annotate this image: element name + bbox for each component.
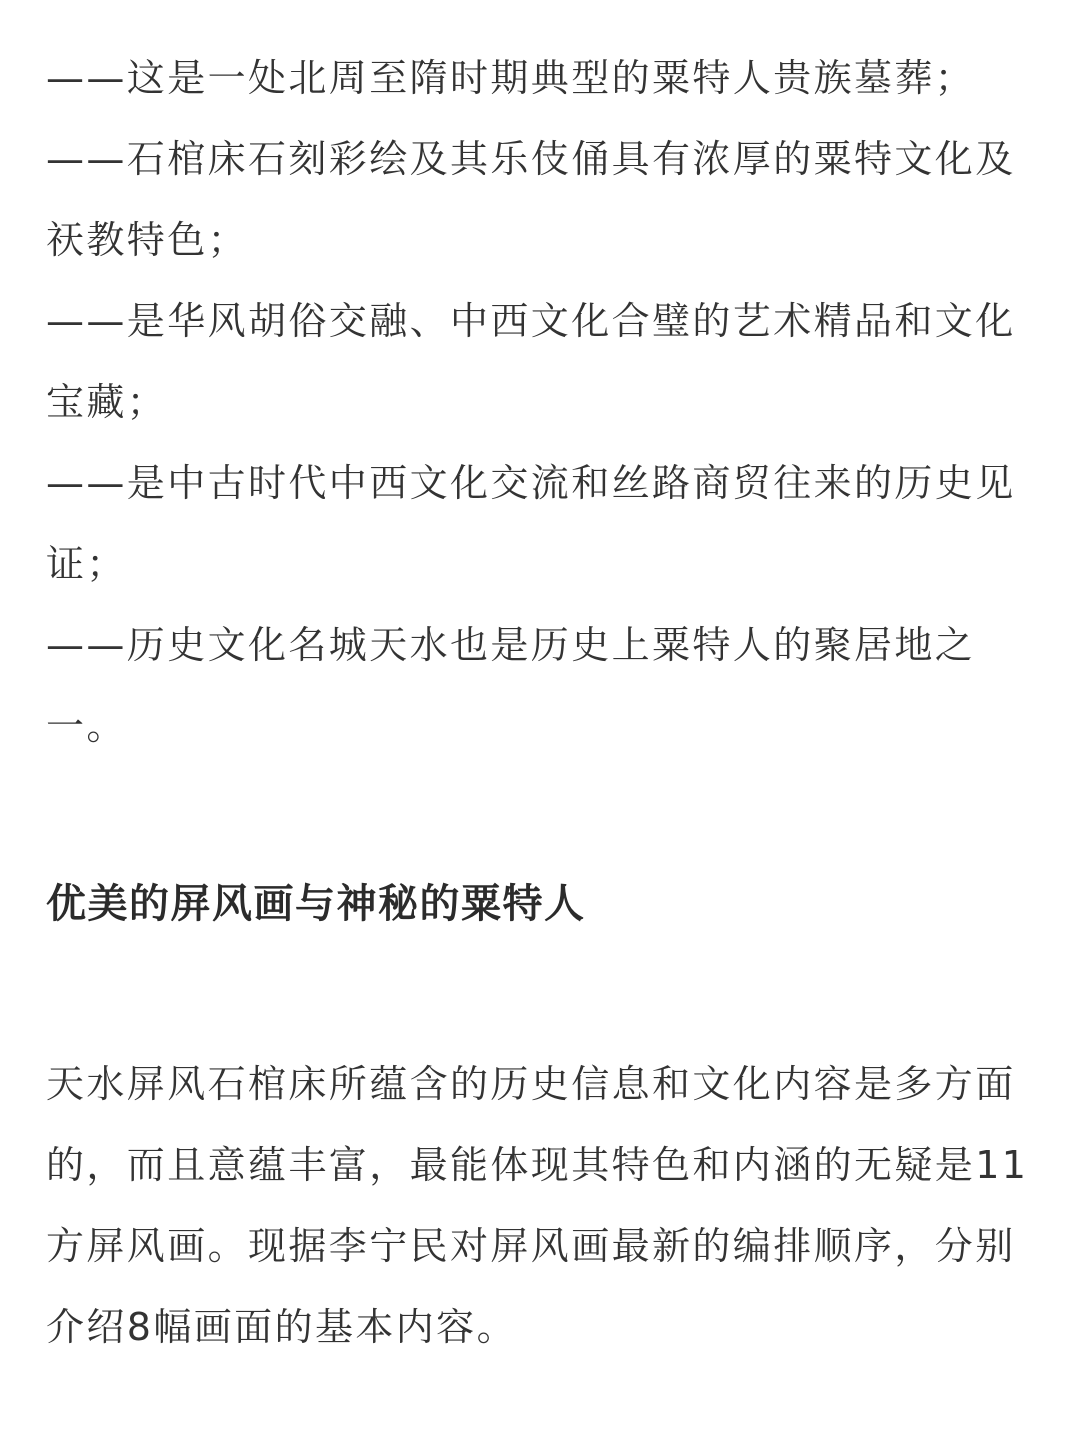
bullet-item: ——历史文化名城天水也是历史上粟特人的聚居地之一。 — [46, 623, 976, 748]
bullet-item: ——是华风胡俗交融、中西文化合璧的艺术精品和文化宝藏； — [46, 299, 1016, 424]
bullet-list — [46, 0, 1036, 767]
bullet-item: ——石棺床石刻彩绘及其乐伎俑具有浓厚的粟特文化及祆教特色； — [46, 137, 1016, 262]
section-title: 优美的屏风画与神秘的粟特人 — [46, 881, 586, 927]
bullet-item: ——是中古时代中西文化交流和丝路商贸往来的历史见证； — [46, 461, 1016, 586]
bullet-item: ——这是一处北周至隋时期典型的粟特人贵族墓葬； — [46, 56, 976, 100]
body-paragraph: 天水屏风石棺床所蕴含的历史信息和文化内容是多方面的，而且意蕴丰富，最能体现其特色和内涵的无疑是11方屏风画。现据李宁民对屏风画最新的编排顺序，分别介绍8幅画面的基本内容。 — [46, 1062, 1029, 1349]
article-body — [46, 0, 1036, 1368]
